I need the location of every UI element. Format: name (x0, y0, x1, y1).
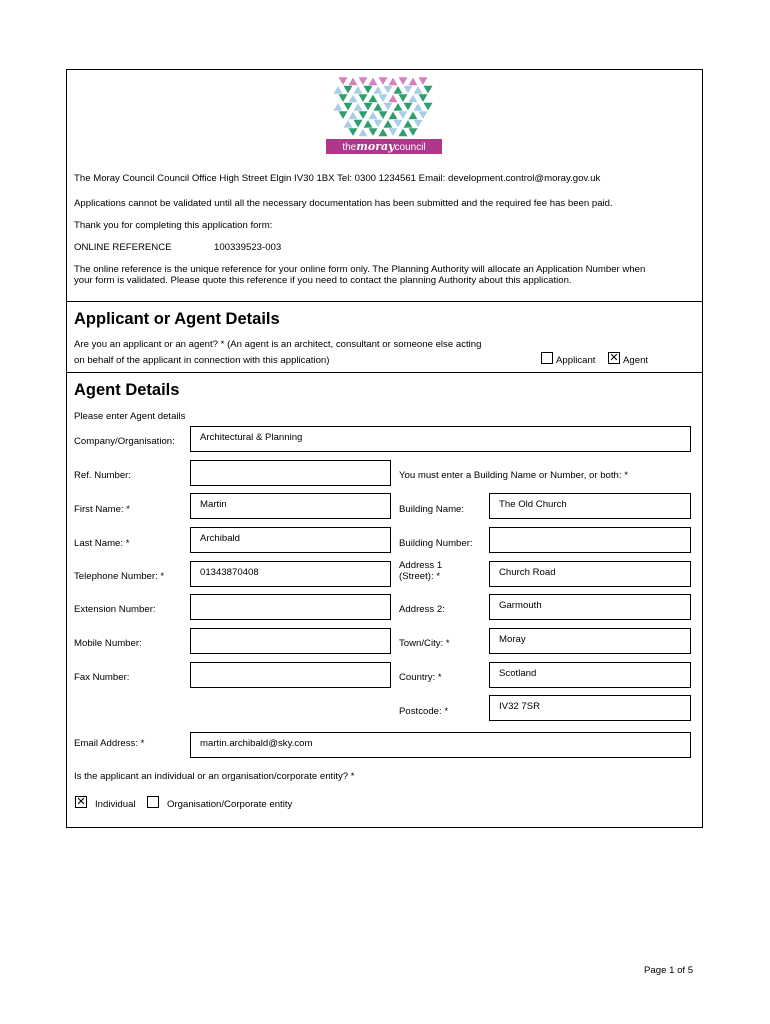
logo-triangle (388, 77, 398, 86)
logo-triangle (413, 103, 423, 112)
logo-triangle (423, 103, 433, 112)
logo-triangle (353, 86, 363, 95)
logo-triangle (343, 103, 353, 112)
company-label: Company/Organisation: (74, 436, 175, 447)
country-label: Country: * (399, 672, 442, 683)
logo-triangle (373, 120, 383, 129)
applicant-checkbox[interactable] (541, 352, 553, 364)
logo-triangle (388, 94, 398, 103)
logo-triangle (378, 77, 388, 86)
logo-triangle (398, 77, 408, 86)
logo-triangle (358, 128, 368, 137)
first-name-value: Martin (200, 499, 227, 510)
logo-triangle (368, 94, 378, 103)
email-field[interactable] (190, 732, 691, 758)
logo-triangle (338, 111, 348, 120)
logo-triangle (383, 103, 393, 112)
logo-triangle (393, 103, 403, 112)
town-value: Moray (499, 634, 526, 645)
council-contact: The Moray Council Council Office High Street Elgin IV30 1BX Tel: 0300 1234561 Email: development.control@moray.gov.uk (74, 173, 601, 184)
applicant-option-label: Applicant (556, 355, 596, 366)
logo-triangle (348, 94, 358, 103)
mobile-label: Mobile Number: (74, 638, 142, 649)
last-name-label: Last Name: * (74, 538, 130, 549)
logo-triangle (398, 94, 408, 103)
logo-triangle (403, 103, 413, 112)
logo-triangle (378, 128, 388, 137)
building-note: You must enter a Building Name or Number, or both: * (399, 470, 628, 481)
validation-note: Applications cannot be validated until all the necessary documentation has been submitted and the required fee has been paid. (74, 198, 613, 209)
email-label: Email Address: * (74, 738, 145, 749)
applicant-section-title: Applicant or Agent Details (74, 310, 280, 328)
thanks-text: Thank you for completing this application form: (74, 220, 273, 231)
last-name-field[interactable] (190, 527, 391, 553)
logo-triangle (348, 111, 358, 120)
address1-label-line-2: (Street): * (399, 571, 441, 582)
page-number: Page 1 of 5 (644, 965, 694, 976)
email-value: martin.archibald@sky.com (200, 738, 313, 749)
logo-triangle (338, 94, 348, 103)
building-number-field[interactable] (489, 527, 691, 553)
individual-check-mark: ✕ (76, 796, 86, 808)
town-label: Town/City: * (399, 638, 450, 649)
town-field[interactable] (489, 628, 691, 654)
logo-triangle (348, 77, 358, 86)
logo-wordmark: themoraycouncil (326, 139, 442, 154)
telephone-value: 01343870408 (200, 567, 259, 578)
logo-triangle (333, 86, 343, 95)
address1-value: Church Road (499, 567, 556, 578)
postcode-value: IV32 7SR (499, 701, 541, 712)
agent-check-mark: ✕ (609, 352, 619, 364)
logo-triangle (368, 128, 378, 137)
mobile-field[interactable] (190, 628, 391, 654)
ref-number-label: Ref. Number: (74, 470, 132, 481)
logo-triangle (358, 77, 368, 86)
fax-label: Fax Number: (74, 672, 130, 683)
logo-triangle (383, 120, 393, 129)
telephone-label: Telephone Number: * (74, 571, 165, 582)
country-field[interactable] (489, 662, 691, 688)
online-reference-value: 100339523-003 (214, 242, 282, 253)
online-reference-label: ONLINE REFERENCE (74, 242, 172, 253)
agent-option-label: Agent (623, 355, 649, 366)
reference-note-line-1: The online reference is the unique reference for your online form only. The Planning Authority will allocate an Application Number when (74, 264, 646, 275)
address1-label-line-1: Address 1 (399, 560, 443, 571)
logo-triangle (368, 111, 378, 120)
logo-triangle (403, 120, 413, 129)
country-value: Scotland (499, 668, 537, 679)
telephone-field[interactable] (190, 561, 391, 587)
individual-checkbox[interactable] (75, 796, 87, 808)
logo-triangle (353, 120, 363, 129)
company-field[interactable] (190, 426, 691, 452)
building-name-label: Building Name: (399, 504, 465, 515)
extension-label: Extension Number: (74, 604, 156, 615)
company-value: Architectural & Planning (200, 432, 303, 443)
logo-triangle (418, 94, 428, 103)
logo-triangle (403, 86, 413, 95)
logo-triangle (373, 86, 383, 95)
agent-intro: Please enter Agent details (74, 411, 186, 422)
last-name-value: Archibald (200, 533, 240, 544)
logo-triangle (338, 77, 348, 86)
applicant-question-line-2: on behalf of the applicant in connection with this application) (74, 355, 330, 366)
individual-option-label: Individual (95, 799, 136, 810)
logo-triangle (388, 111, 398, 120)
logo-triangle (408, 111, 418, 120)
logo-triangle (413, 120, 423, 129)
building-name-field[interactable] (489, 493, 691, 519)
building-number-label: Building Number: (399, 538, 473, 549)
postcode-label: Postcode: * (399, 706, 449, 717)
section-divider (66, 301, 703, 302)
logo-triangle (333, 103, 343, 112)
logo-triangle (383, 86, 393, 95)
logo-triangle (358, 94, 368, 103)
address2-value: Garmouth (499, 600, 542, 611)
logo-triangle (393, 86, 403, 95)
section-divider (66, 372, 703, 373)
logo-triangle (363, 86, 373, 95)
first-name-field[interactable] (190, 493, 391, 519)
logo-triangle (393, 120, 403, 129)
logo-triangle (353, 103, 363, 112)
logo-triangle (398, 128, 408, 137)
building-name-value: The Old Church (499, 499, 567, 510)
logo-triangle (348, 128, 358, 137)
postcode-field[interactable] (489, 695, 691, 721)
logo-triangle (343, 86, 353, 95)
logo-triangle (423, 86, 433, 95)
organisation-option-label: Organisation/Corporate entity (167, 799, 293, 810)
logo-triangle (418, 77, 428, 86)
applicant-question-line-1: Are you an applicant or an agent? * (An agent is an architect, consultant or someone else acting (74, 339, 482, 350)
ref-number-field[interactable] (190, 460, 391, 486)
agent-checkbox[interactable] (608, 352, 620, 364)
first-name-label: First Name: * (74, 504, 130, 515)
logo-triangle (408, 128, 418, 137)
fax-field[interactable] (190, 662, 391, 688)
logo-triangle (343, 120, 353, 129)
extension-field[interactable] (190, 594, 391, 620)
logo-triangle (413, 86, 423, 95)
organisation-checkbox[interactable] (147, 796, 159, 808)
entity-question: Is the applicant an individual or an organisation/corporate entity? * (74, 771, 355, 782)
logo-triangle (398, 111, 408, 120)
logo-triangle (368, 77, 378, 86)
logo-triangle (418, 111, 428, 120)
logo-triangle (373, 103, 383, 112)
logo-triangle (378, 94, 388, 103)
logo-triangle (388, 128, 398, 137)
reference-note-line-2: your form is validated. Please quote this reference if you need to contact the planning Authority about this application. (74, 275, 572, 286)
logo-triangle (408, 77, 418, 86)
address1-field[interactable] (489, 561, 691, 587)
logo-triangle (363, 120, 373, 129)
agent-section-title: Agent Details (74, 381, 180, 399)
address2-field[interactable] (489, 594, 691, 620)
address2-label: Address 2: (399, 604, 445, 615)
logo-triangle (363, 103, 373, 112)
logo-triangle (378, 111, 388, 120)
logo-triangle (408, 94, 418, 103)
logo-triangle (358, 111, 368, 120)
